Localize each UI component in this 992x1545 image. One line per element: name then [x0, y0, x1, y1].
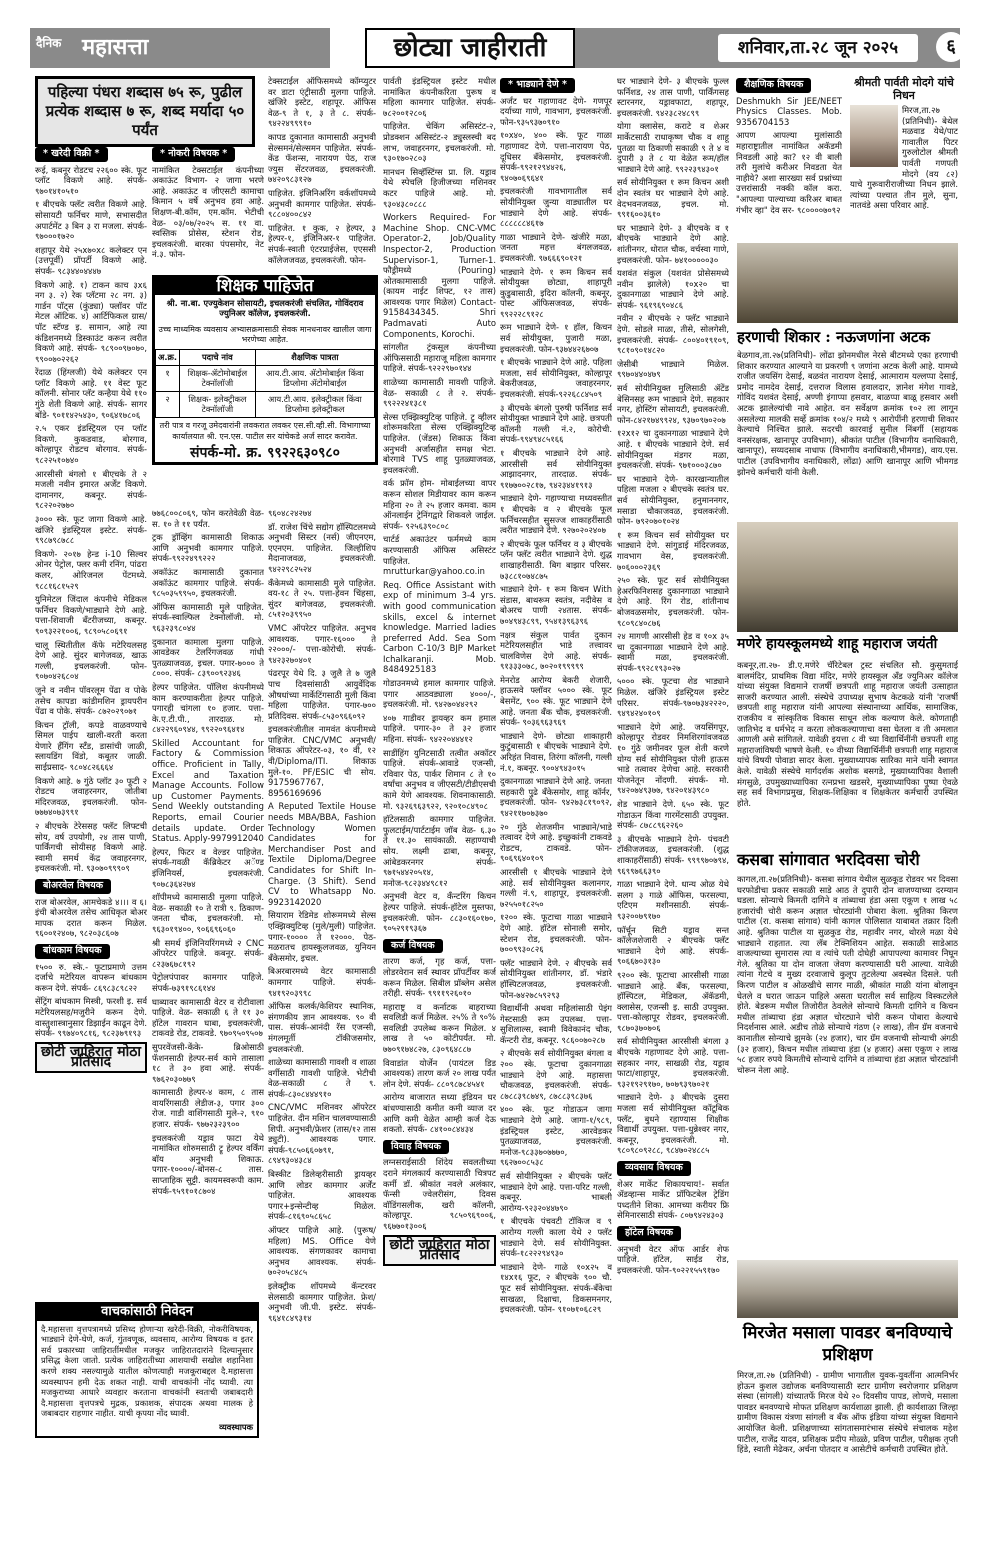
ad-item: युनिमेटल जिंदाल कंपनीचे मेडिकल फर्निचर विकणे/भाड्याने देणे आहे. पत्ता-शिवाजी बँटरीजच्या, कबनूर. ९०९३२२१००६, ९८९०५८०६९१	[35, 594, 147, 636]
ad-item: ३००० स्के. फूट जागा विकणे आहे. खंजिरे इंडस्ट्रियल इस्टेट. संपर्क- ९९८७९८७८८	[35, 514, 147, 546]
ad-item: इचलकरंजी गावभागातील सर्व सोयीनियुक्त जुन्या वाड्यातील घर भाड्याने देणे आहे. संपर्क- ८८८८८८४६१७	[500, 186, 612, 229]
ad-item: दुकानात कामाला मुलगा पाहिजे. आवडेकर टेलरिंगजवळ गांधी पुतळ्याजवळ, इचल. पगार-७००० ते ८०००. संपर्क- ८३९००९२३४६	[152, 636, 264, 679]
ad-item: इलेक्ट्रीक शॉपमध्ये कॅन्टरवर सेलसाठी कामगार पाहिजेत. फ्रेश/अनुभवी जी.पी. इस्टेट. संपर्क- ९६४१८४९३१४	[268, 1280, 376, 1323]
ad-item: Deshmukh Sir JEE/NEET Physics Classes. Mob. 9356704153	[736, 95, 842, 127]
ad-item: १ बीएचके पंचवटी टॉकिज व ९ आरोग्य गल्ली काला येथे २ फ्लॅट भाड्याने देणे. सर्व सोयीनियुक्त. संपर्क-१८२२२९४९३०	[500, 1216, 612, 1259]
ad-item: घाब्यावर कामासाठी वेटर व रोटीवाला पाहिजे. वेळ- सकाळी ६ ते ११ ३० हॉटेल गावरान घाबा, इचलकरंजी, टाकवडे रोड, टाकवडे. ९७०९५०९५०७	[152, 996, 264, 1039]
ad-item: ५००० स्के. फूटचा शेड भाड्याने मिळेल. खंजिरे इंडस्ट्रियल इस्टेट परिसर. संपर्क-९७०७३४२२२०, ९४९४२४०१०९	[617, 676, 729, 719]
ad-item: रेंदाळ (हिंग्लजी) येथे कलेक्टर एन प्लॉट विकणे आहे. ११ वेस्ट फूट कॉलनी. सोनार प्लॅट कन्हैया येथे ११० गुंठे शेती विकणे आहे. संपर्क- सागर बोंडे- ९०११४२५४३०, ९०६४१७८०६	[35, 367, 147, 420]
ad-item: टेक्सटाईल ऑफिसमध्ये कॉम्प्युटर वर डाटा एंट्रीसाठी मुलगा पाहिजे. खंजिरे इस्टेट, शहापूर. ऑफिस वेळ-९ ते १, ३ ते ८. संपर्क- ९४२२४९९९१०	[268, 76, 376, 129]
ad-item: गाळा भाड्याने देणे- खंजीरे मळा, जनता महत्त बंगलजवळ, इचलकरंजी. ९७६६६९०१२१	[500, 231, 612, 263]
ad-item: १५०० रु. स्के.- फूटाप्रमाणे उत्तम दर्जाचे मटेरियल वापरून बांधकाम करून देणे. संपर्क- ८६९८३८९८२२	[35, 961, 147, 993]
ad-item: विकणे- २०१७ हेन्ड i-10 सिल्वर ओनर पेट्रोल, फ्लर कमी रनिंग, पांढरा कलर, ओरिजनल पेंटमध्ये. ९८८१६८१५२९	[35, 548, 147, 591]
table-row	[156, 365, 375, 391]
ad-item: कापड दुकानात कामासाठी अनुभवी सेल्समनं/सेल्समन पाहिजेत. संपर्क-केंड फॅशन्स, नारायण पेठ, राज ज्युस सेंटरजवळ, इचलकरंजी. ७४२०९८३१२७	[268, 131, 376, 185]
obituary-photo	[850, 105, 898, 167]
teacher-ad-org: श्री. ना.बा. एज्युकेशन सोसायटी, इचलकरंजी संचलित, गोविंदराव ज्युनिअर कॉलेज, इचलकरंजी.	[166, 297, 364, 319]
ad-item: १ बीएचके भाड्याने देणे आहे. पहिला मजला, सर्व सोयीनियुक्त, कोल्हापूर बेकरीजवळ, जवाहरनगर, इचलकरंजी. संपर्क-९२२६८८४५०९	[500, 357, 612, 400]
masthead-title: महासत्ता	[82, 34, 149, 60]
ad-item: घर भाड्याने देणे- कारखान्यातील पहिला मजला २ बीएचके स्वतंत्र घर. सर्व सोयीनियुक्त, हनुमाननगर, मसाडा चौकाजवळ, इचलकरंजी. फोन- ७९२०७०१०२४	[617, 473, 729, 527]
ad-item: जेसीबी भाड्याने मिळेल. ९९७०४४०४७९	[617, 358, 729, 380]
ad-item: विवाडांत योर्जेन (पायंटल डिड आवश्यक) तारण कर्ज २० लाख पर्यंत लोन देणे. संपर्क- ८८०९८७८४५४१	[383, 1057, 496, 1089]
ad-item: श्री समर्थ इंजिनियरिंगमध्ये २ CNC ऑपरेटर पाहिजे. कबनूर. संपर्क- ८२३७६७८१९२	[152, 937, 264, 969]
category-karj: कर्ज विषयक	[383, 939, 443, 954]
ad-item: आपण आपल्या मुलांसाठी महाराष्ट्रातील नामांकित अकॅडमी निवडली आहे का? १२ वी बाली तरी मुलांचे करीअर निवडता येत नाहीये? अशा सारख्या सर्व प्रश्नांच्या उत्तरांसाठी नक्की कॉल करा. "आपल्या पाल्याच्या करिअर बाबत गंभीर व्हा" देव सर- ९८००००७०९२	[736, 130, 842, 215]
ad-item: शॉपीमध्ये कामासाठी मुलगा पाहिजे. वेळ- सकाळी १० ते रात्री ९. ठिकाण-जनता चौक, इचलकरंजी. मो. ९६३०१९४००, ९०६६९६०६०	[152, 892, 264, 934]
category-shaikshanik: शैक्षणिक विषयक	[736, 78, 811, 93]
photo-arrested-men	[737, 243, 958, 323]
ad-item: १२०० स्के. फूटाचा गाळा भाड्याने देणे आहे. हॉटेल सोनाली समोर, स्टेशन रोड, इचलकरंजी. फोन- ७००९९३०८२६	[500, 912, 612, 955]
ad-item: पाहिजेत. चेकिंग असिस्टंट-२, प्रोडक्शन असिस्टंट-२ ड्युस्लस्ची बद लाभ, जवाहरनगर, इचलकरंजी. मो. ९३०१७०२८०३	[383, 121, 496, 164]
ad-item: भाड्याने देणे- गाळे १०x२५ व १४x१६ फूट, २ बीएचके ९०० चौ. फूट सर्व सोयीनियुक्त. संपर्क-बँकेचा साखळा, दिक्षाचा, डिकसमनगर, इचलकरंजी. फोन- ९१०७१०६८२९	[500, 1261, 612, 1315]
column-2-bottom	[152, 508, 264, 1298]
news-body	[737, 1370, 958, 1540]
table-cell: २	[156, 391, 180, 417]
ad-item: विकणे आहे. १) टाकन काच ३x६ नग ३. २) रेक प्लॅटमा २८ नग. ३) गार्डन पॉट्स (कुंड्या) फ्लॉवर पॉट मेटल ऑटिक. ४) आर्टिफिकल ग्रास/पॉट स्टॅण्ड इ. सामान, आहे त्या कंडिशनमध्ये डिस्काउंट करून त्वरीत विकणे आहे. संपर्क- ९८९००९७०७०, ९९००७०२२६२	[35, 279, 147, 364]
ad-item: २० गुंठे शेतजमीन भाड्याने/भाडे तत्वावर देणे आहे. इच्छुकांनी टाकवडे रोडटच, टाकवडे. फोन- ९०६९६४०१०९	[500, 821, 612, 864]
ad-item: ४०० स्के. फूट गोडाऊन जागा भाड्याने देणे आहे. जागा-१/९८९, इंडस्ट्रियल इस्टेट, आरवेडकर पुतळ्याजवळ, इचलकरंजी. मनोज-९८३३७०७७७०, ९६२७००८५३८	[500, 1104, 612, 1168]
ad-item: पार्वती इंडस्ट्रियल इस्टेट मधील नामांकित कंपनीकरिता पुरूष व महिला कामगार पाहिजेत. संपर्क- ७८२००१२८०६	[383, 76, 496, 118]
table-cell: १	[156, 365, 180, 391]
table-cell: आय.टी.आय. इलेक्ट्रीकल किंवा डिप्लोमा इलेक्ट्रीकल	[255, 391, 374, 417]
column-2-top	[152, 145, 264, 273]
teacher-ad-footer: तरी पात्र व गरजू उमेदवारांनी लवकरात लवकर एस.सी.व्ही.सी. विभागाच्या कार्यालयात श्री. एन.एस. पाटील सर यांचेकडे अर्ज सादर करावेत.	[159, 420, 371, 441]
ad-item: बिस्कीट डिलेव्हरीसाठी ड्रायव्हर आणि लोडर कामगार अर्जेंट पाहिजेत. आवश्यक पगार+इन्सेन्टीव्ह मिळेल. संपर्क-८१६९०५८६५८	[268, 1169, 376, 1222]
column-3-top	[268, 76, 376, 273]
ad-item: Req. Office Assistant with exp of minimum 3-4 yrs. with good communication skills, excel & internet knowledge. Married ladies preferred Add. Sea Som Carbon C-10/3 BJP Market Ichalkaranji. Mob. 8484925183	[383, 579, 496, 675]
ad-item: अनुभवी वेटर व, कँन्टरिंग किचन हेल्पर पाहिजे. संपर्क-हॉटेल मुस्तफा, इचलकरंजी. फोन- ८८३०१६०१७०, ९०५२९१९३६७	[383, 891, 496, 934]
ad-item: रूम भाड्याने देणे- १ हॉल, किचन सर्व सोयीयुक्त, पुजारी मळा, इचलकरंजी. फोन-९३७४४२६७०७	[500, 322, 612, 354]
ad-item: ऑफ्टर पाहिजे आहे. (पुरूष/महिला) MS. Office येणे आवश्यक. संगणकावर कामाचा अनुभव आवश्यक. संपर्क- ७०२०५८४८५	[268, 1225, 376, 1278]
ad-item: कँकेमध्ये कामासाठी मुले पाहिजेत. वय-१८ ते २५. पत्ता-हेवन चिंहसा, सुंदर बागेजवळ, इचलकरंजी. ८५१२०३९९५०	[268, 577, 376, 620]
page-header	[30, 28, 960, 68]
ad-item: चार्टर्ड अकाउंटर फर्ममध्ये काम करण्यासाठी ऑफिस असिस्टंट पाहिजेत. mrutturkar@yahoo.co.in	[383, 534, 496, 577]
ad-item: २ बीएचके सर्व सोयीनियुक्त बंगला व २०० स्के. फूटाचा दुकानगाळा भाड्याने देणे आहे. महासत्ता चौकजवळ, इचलकरंजी. संपर्क- ८७८८३९८७४९, ८७८८३९८३७६	[500, 1048, 612, 1101]
ad-item: शहापूर येथे २५x७०x८ कलेक्टर एन (उत्तपूर्वी) प्रॉपर्टी विकणे आहे. संपर्क- ९८३४४०४४४७	[35, 244, 147, 276]
promo-box: छोटी जाहिरात मोठा प्रतिसाद	[35, 1042, 147, 1073]
ad-item: पंढरपूर येथे दि. ३ जुलै ते ७ जुलै पाच दिवसांसाठी आयुर्वेदिक औषधांच्या मार्केटिंगसाठी मुली किंवा महिला पाहिजेत. पगार-७०० प्रतिदिवस. संपर्क-८५३०९६६०९२	[268, 668, 376, 721]
ad-item: अर्जंट घर गहाणावट देणे- गणपूर दर्याच्या गाणे, गावभाग, इचलकरंजी. फोन-९३५९३७०९१०	[500, 95, 612, 127]
readers-notice-sign: व्यवस्थापक	[219, 1421, 253, 1432]
ad-item: कामासाठी हेल्पर-४ काम, ८ तास वायरिंगसाठी लेडीज-३, पगार ३०० रोज. गाडी वाशिंगसाठी मुले-२, ९१० हजार. संपर्क- ९७७२३२३९००	[152, 1087, 264, 1130]
table-header: पदाचे नांव	[180, 349, 256, 365]
ad-item: सेल्स एक्झिक्युटिव्ह पाहिजे. ट्रू व्हीलर शोरूमकरिता सेल्स एक्झिक्युटिव्ह पाहिजेत. (जेंडस) शिकाऊ किंवा अनुभवी अर्जासहीत समक्ष भेटा. बोरगावे TVS शाहू पुतळ्याजवळ, इचलकरंजी.	[383, 411, 496, 475]
table-row	[156, 391, 375, 417]
ad-item: नक्षत्र संकुल पार्वत दुकान मटेरियलसहीत भाडे तत्त्वावर चालविणेस देणे आहे. संपर्क- ९१३३३०७८, ७०२०१९९९९९	[500, 629, 612, 672]
ad-item: २.५ एकर इंडस्ट्रियल एन प्लॉट विकणे. कुकडवाड, बोरगाव, कोल्हापूर रोडटच बोरगाव. संपर्क- ९८२२५१०७४०	[35, 423, 147, 466]
ad-item: पेट्रोलपंपावर कामगार पाहिजे. संपर्क-७३९१९८६१४४	[152, 972, 264, 993]
ad-item: घर भाड्याने देणे- ३ बीएचके फुल्ल फर्निशड, २४ तास पाणी, पार्किंगसह स्टारनगर, यड्रावफाटा, शहापूर, इचलकरंजी. ९४२३८२४८९९	[617, 76, 729, 118]
table-header: अ.क्र.	[156, 349, 180, 365]
ad-item: डॉ. राजेश चिंचे सद्योग हॉस्पिटलमध्ये अनुभवी सिस्टर (नर्स) जीएनएम, एएनएम. पाहिजेत. जिल्हीशिप मैदानाजवळ, इचलकरंजी. ९४२२९८२५२४	[268, 521, 376, 574]
news-headline: मणेरे हायस्कूलमध्ये शाहू महाराज जयंती	[737, 636, 938, 652]
ad-item: पाहिजेत. १ कुक, २ हेल्पर, ३ हेल्पर-१, इंजिनिअर-१ पाहिजेत. संपर्क-स्वाती एंटरप्राईजेस, एएससी कॉलेजजवळ, इचलकरंजी. फोन-	[268, 222, 376, 265]
teacher-ad-title: शिक्षक पाहिजेत	[155, 278, 375, 295]
news-text: कबनूर,ता.२७- डी.ए.मणेरे चॅरिटेबल ट्रस्ट संचलित सौ. कुसुमताई बालमंदिर, प्राथमिक विद्या मंदिर, मणेरे हायस्कूल अँड ज्युनिअर कॉलेज यांच्या संयुक्त विद्यमाने राजर्षी छत्रपती शाहू महाराज जयंती उत्साहात साजरी करण्यात आली. संस्थेचे उपाध्यक्ष सुभाष केटकळे यांनी 'राजर्षी छत्रपती शाहू महाराज यांनी आपल्या संस्थानाच्या आर्थिक, सामाजिक, राजकीय व सांस्कृतिक विकास साधून लोक कल्याण केले. कोणताही जातिभेद व धर्मभेद न करता लोककल्याणाचा वसा घेतला व ती अमलात आणली असे सांगितले. यावेळी इयत्ता ८ वी च्या विद्यार्थिनींनी छत्रपती शाहू महाराजांविषयी भाषणे केली. १० वीच्या विद्यार्थिनींनी छत्रपती शाहू महाराज यांचे विषयी पोवाडा सादर केला. मुख्याध्यापक सारिका माने यांनी स्वागत केले. यावेळी संस्थेचे मार्गदर्शक अशोक बसगडे, मुख्याध्यापिका वैशाली मंगसुळे, उपमुख्याध्यापिका रत्नप्रभा खडसरे, मुख्याध्यापिका पुष्पा ऐवळे सह सर्व विभागप्रमुख, शिक्षक-शिक्षिका व शिक्षकेतर कर्मचारी उपस्थित होते.	[737, 660, 958, 808]
masthead	[30, 28, 330, 68]
ad-item: सर्व सोयीनियुक्त आरसीसी बंगला ३ बीएचके गहाणावट देणे आहे. पत्ता-सहकार नगर, साखळी रोड, यड्राव फाटा/शाहापूर, इचलकरंजी. ९३२१९२९१७०, ७०७९३९७०२१	[617, 1036, 729, 1089]
ad-item: २४ मागणी आरसीसी हेड व १०x ३५ चा दुकानगाळा भाड्याने देणे आहे. स्वामी मळा, इचलकरंजी. संपर्क-९९२८१९३०२७	[617, 631, 729, 673]
ad-item: हेल्पर, फिटर व वेल्डर पाहिजेत. संपर्क-गवळी कॅब्रिकेटर अॅण्ड इंजिनियर्स, इचलकरंजी. ९०७८३६४२७४	[152, 846, 264, 889]
ad-item: ७७६८००८०६९, फोन करतेवेळी वेळ- स. १० ते ११ पर्यंत.	[152, 508, 264, 529]
readers-notice-text: दै.महासत्ता वृत्तपत्रामध्ये प्रसिध्द होणाऱ्या खरेदी-विक्री, नोकरीविषयक, भाड्याने देणे-घेणे, कर्ज, गुंतवणूक, व्यवसाय, आरोग्य विषयक व इतर सर्व प्रकारच्या जाहिरातींमधील मजकूर जाहिरातदारांने दिल्यानुसार प्रसिद्ध केला जातो. प्रत्येक जाहिरातीच्या आशयाची सखोल शहानिशा करणे शक्य नसल्यामुळे यातील कोणत्याही मजकूराबद्दल दै.महासत्ता व्यवस्थापन हमी देऊ शकत नाही. याची वाचकांनी नोंद घ्यावी. त्या मजकुराच्या आधारे व्यवहार करताना वाचकांनी स्वतःची जबाबदारी दै.महासत्ता वृत्तपत्रचे मुद्रक, प्रकाशक, संपादक अथवा मालक हे जबाबदार राहणार नाहीत. याची कृपया नोंद घ्यावी.	[41, 1323, 253, 1419]
ad-item: अनुभवी वेटर ऑफ आर्डर शेफ पाहिजे. हॉटेल, साईड रोड, इचलकरंजी. फोन-९०२२१५५९१७०	[617, 1243, 729, 1275]
ad-item: विकणे आहे. ७ गुंठे प्लॉट ३० फूटी २ रोडटच जवाहरनगर, जोतीबा मंदिरजवळ, इचलकरंजी. फोन- ७७७४०७३९९१	[35, 775, 147, 818]
ad-item: शाळेच्या कामासाठी गावशी व शाळा वर्गीसाठी गावशी पाहिजे. भेटीची वेळ-सकाळी ८ ते ९. संपर्क-८३०८४४४९१०	[268, 1057, 376, 1099]
ad-item: अकॉऊंट कामासाठी दुकानात अकॉऊंट कामगार पाहिजे. संपर्क- ९८५०३५९९५०, इचलकरंजी.	[152, 566, 264, 599]
ad-item: भाड्याने देणे आहे. जयसिंगपूर, कोल्हापूर रोडवर निमशिरगांवजवळ १० गुंठे जमीनवर फूल शेती करणे योग्य सर्व सोयीनियुक्त पोली हाऊस भाडे तत्वावर देणेचा आहे. सरकारी योजनेतून नोंदणी. संपर्क- मो. ९४२०७४९३७७, ९४२०१४३९८०	[617, 721, 729, 796]
ad-item: दुकानगाळा भाड्याने देणे आहे. जनता सहकारी पुढे बँकेसमोर, शाहू कॉर्नर, इचलकरंजी. फोन- ९४२७३८१९०९२, ९४२११७०७३७०	[500, 776, 612, 818]
category-bandhkam: बांधकाम विषयक	[35, 944, 110, 959]
ad-item: ऑफिस कामासाठी मुले पाहिजेत. संपर्क-स्वाल्फिल टेक्नोलॉजी. मो. ९६३२३९८०४४	[152, 601, 264, 633]
ad-item: गाळा भाड्याने देणे. धान्य ओळ येथे सलग ३ गाळे ऑफिस, फरसल्या, एटिएम मशीनसाठी. संपर्क- ९३२००७९१७०	[617, 879, 729, 921]
ad-item: २ बीएचके फूल फर्निचर व ३ बीएचके प्लॅन फ्लॅट त्वरीत भाड्याने देणे. शुद्ध शाखाहरीसाठी. बिग बाझार परिसर. ७३८८१०७४८७५	[500, 538, 612, 581]
column-7	[736, 76, 842, 236]
section-title: छोट्या जाहीराती	[365, 28, 575, 68]
ad-item: ३ बीएचके बंगलो पुरुषी फर्निशड सर्व सोयीयुक्त भाड्याने देणे आहे. छत्रपती कॉलनी गल्ली नं.२, कोरोची. संपर्क-९९४९४८५१६६	[500, 402, 612, 445]
column-6	[617, 76, 729, 1541]
ad-item: किचन ट्रॉली, कपडे वाळवण्याचे सिमल पाईप खाली-वरती करता येणारे हँगिंग स्टॅंड, डासांची जाळी, स्लायडिंग विंडो, कबूतर जाळी. साईप्रसाद- ९८०४८२६६६४	[35, 719, 147, 773]
page-number: ६	[936, 32, 966, 62]
ad-item: VMC ऑपरेटर पाहिजेत. अनुभव आवश्यक. पगार-१६००० ते २२०००/- पत्ता-कोरोची. संपर्क- ९४२३२७०४०१	[268, 622, 376, 665]
ad-item: जुने व नवीन पॉवरलूम पेंढा व पोके तसेच कापडा कांडीमशिन ड्रायपरीन पेंढा व पोके. संपर्क- ८७२०२९०७१	[35, 684, 147, 717]
ad-item: आरसीसी १ बीएचके भाड्याने देणे आहे. सर्व सोयीनियुक्त कलानगर, गल्ली नं.९, शाहापूर, इचलकरंजी. ७२५५०१८२५०	[500, 866, 612, 909]
ad-item: तारण कर्ज, गृह कर्ज, पत्ता-लोडरवेरान सर्व स्थावर प्रॉपर्टीवर कर्ज करून मिळेल. सिबील प्रॉब्लेम असेल तरीही. संपर्क- ९९११९२६०१०	[383, 956, 496, 999]
ad-item: २५० स्के. फूट सर्व सोयीनियुक्त हेअरफिनिशसह दुकानगाळा भाड्याने देणे आहे. रिंग रोड, शांतीनाथ बोजवळसमोर, इचलकरंजी. फोन- ९८०९८४०८७६	[617, 575, 729, 628]
masthead-dainik: दैनिक	[36, 36, 62, 50]
ad-item: सुपरवेंजसी-केंके- ब्रिओसाठी फॅशनसाठी हेल्पर-सर्व कामे तासाला १८ ते ३० हवा आहे. संपर्क- ९७६२०३०७७९	[152, 1041, 264, 1084]
teacher-ad-table	[155, 349, 375, 418]
ad-item: आरोग्य बाजारात सध्या इंडियन घर बांधण्यासाठी कमीत कमी व्याज दर आणि कमी वेळेत आम्ही कर्ज देऊ शकतो. संपर्क- ८४१००८४४३४	[383, 1092, 496, 1135]
ad-item: १०x४०, ४०० स्के. फूट गाळा गहाणावट देणे. पत्ता-नारायण पेठ, दूधिसर बँकेसमोर, इचलकरंजी. संपर्क-९९२१२९४४२६, ९४०७०६९६४१	[500, 130, 612, 183]
news-headline: हरणाची शिकार : नऊजणांना अटक	[737, 328, 931, 346]
ad-item: नामांकित टेक्सटाईल कंपनीच्या अकाऊंट विभाग- २ जागा भरणे आहे. अकाऊंट व जीएसटी कामाचा किमान ५ वर्षे अनुभव हवा आहे. शिक्षण-बी.कॉम, एम.कॉम. भेटीची वेळ- ०३/०७/२०२५ स. ११ वा. स्वस्तिक प्रोसेस, स्टेशन रोड, इचलकरंजी. बारका पंपसमोर, नेट नं.३. फोन-	[152, 164, 264, 260]
ad-item: ३ बीएचके भाड्याने देणे- पंचवटी टॉकीजजवळ, इचलकरंजी. (शुद्ध शाकाहरींसाठी) संपर्क- ९९९९७०७९४, ९६९९७६६३९०	[617, 833, 729, 876]
ad-item: मेनरोड आरोग्य बेकरी शेजारी, हाऊसवे फ्लॉवर ५००० स्के. फूट बेसमेंट, ९०० स्के. फूट भाड्याने देणे आहे. जनता बँक चौक, इचलकरंजी. संपर्क- ९०३६९६३९६९	[500, 674, 612, 728]
teacher-ad-note: उच्च माध्यमिक व्यवसाय अभ्यासक्रमासाठी सेवक मानधनावर खालील जागा भरणेच्या आहेत.	[158, 324, 372, 345]
ad-item: सियाराम रेडिमेड शोरूममध्ये सेल्स एक्झिक्युटिव्ह (मुले/मुली) पाहिजेत. पगार-१०००० ते १२०००. पेठ-मळरातच हायस्कूलजवळ, युनियन बँकेसमोर, इचल.	[268, 910, 376, 963]
ad-item: ४०७ गाडीवर ड्रायव्हर कम हमाल पाहिजे. पगार-३० ते ३२ हजार महिना. संपर्क- ९४२२०४४४१२	[383, 712, 496, 745]
obituary	[850, 76, 958, 236]
column-3-bottom	[268, 508, 376, 1538]
ad-item: लग्नसराईसाठी शिंदेय सवलतीच्या दराने मंगलकार्य करण्यासाठी चित्रपट कर्मी डॉ. श्रीकांत नवले अलंकार, फॅन्सी ज्वेलरीसंग, दिवस वॉडिंगसलीक, खरी कॉलनी, कोल्हापूर. ९८५०९६९००६, ९६७७०१३००६	[383, 1157, 496, 1231]
ad-item: A Reputed Textile House needs MBA/BBA, Fashion Technology Women Candidates for Merchandiser Post and Textile Diploma/Degree Candidates for Shift In-Charge. (3 Shift). Send CV to Whatsapp No. 9923142020	[268, 801, 376, 907]
ad-item: घर भाड्याने देणे- ३ बीएचके व १ बीएचके भाड्याने देणे आहे. शांतीनगर, धोरात चौक, वर्चस्वा गाणे, इचलकरंजी. फोन- ७४१०००००३०	[617, 222, 729, 265]
column-5	[500, 76, 612, 1541]
issue-date: शनिवार,ता.२८ जून २०२५	[718, 34, 918, 62]
ad-item: १ बीएचके भाड्याने देणे आहे. आरसीसी सर्व सोयीनियुक्त आझादनगर, तारदाळ. संपर्क- ९१७७००२८१७, ९४२३४४१९१३	[500, 448, 612, 490]
ad-item: शाळेच्या कामासाठी मावशी पाहिजे. वेळ- सकाळी ८ ते २. संपर्क- ९९२२२४१३८१	[383, 377, 496, 409]
news-text: बेळगाव,ता.२७(प्रतिनिधी)- लोंढा झोनमधील नेरसे बीटमध्ये एका हरणाची शिकार करण्यात आल्याने या प्रकरणी ९ जणांना अटक केली आहे. यामध्ये राजीत जयसिंग देसाई, बळवंत नारायण देसाई, आत्माराम यल्लप्पा देसाई, प्रमोद नामदेव देसाई, दत्तराज विलास हवालदार, ज्ञानेश मंगेश गावडे, गोविंद यशवंत देसाई, अण्णी इंगाप्पा हसवार, बाळप्पा बाळू हसवार अशी अटक झालेल्यांची नावे आहेत. वन सर्वेक्षण क्रमांक १०२ ला लागून असलेल्या मालकी सर्व्हे क्रमांक १०४/२ मध्ये ९ आरोपींनी हरणाची शिकार केल्याचे निश्चित झाले. सदरची कारवाई सुनील निंबर्गी (सहायक वनसंरक्षक, खानापूर उपविभाग), श्रीकांत पाटील (विभागीय वनाधिकारी, खानापूर), सय्यदसाब नाधाफ (विभागीय वनाधिकारी,भीमगड), वाय.एस. पाटील (उपविभागीय वनाधिकारी, लोंढा) आणि खानापूर आणि भीमगड झोनचे कर्मचारी यांनी केली.	[737, 350, 958, 477]
news-body	[737, 350, 958, 520]
ad-item: भाड्याने देणे- १ रूम किचन With संडास, बाथरूम स्वतंत्र, नदीवेस व बोअरच पाणी २४तास. संपर्क- ७०४९४३८९९, ९५४१३९६३९६	[500, 584, 612, 626]
ad-item: शेअर मार्केट शिकायचाय!- सर्वात ॲडव्हान्स मार्केट प्रॉफिटबेल ट्रेडिंग पध्दतीने शिका. आमच्या करीयर फ्रि सेमिनारसाठी संपर्क- ८०७९४२४३०३	[617, 1178, 729, 1221]
table-header: शैक्षणिक पात्रता	[255, 349, 374, 365]
ad-item: Skilled Accountant for Factory & Commission office. Proficient in Tally, Excel and Taxation Manage Accounts. Follow up Customer Payments. Send Weekly outstanding Reports, email Courier details update. Order Status. Apply-9979912040	[152, 737, 264, 844]
ad-item: भाड्याने देणे- छोट्या शाकाहारी कुटुंबासाठी १ बीएचके भाड्याने देणे. अरिहंत निवास, तिरंगा कॉलनी, गल्ली नं.१, कबनूर. ९००४९४३०१५	[500, 730, 612, 773]
ad-item: रूई, कबनूर रोडटच २२६०० स्के. फूट प्लॉट विकणे आहे. संपर्क- ९७०१४१०५१०	[35, 164, 147, 196]
photo-school-event	[737, 522, 958, 632]
ad-item: सांगलीत ट्रंकसूल कंपनीच्या ऑफिससाठी महाराजू महिला कामगार पाहिजे. संपर्क-९२२२९७०१४४	[383, 342, 496, 374]
ad-item: १ बीएचके फ्लॅट त्वरीत विकणे आहे. सोसायटी फर्निचर माणे, सभासदीत अपार्टमेंट ३ बिन ३ रा मजला. संपर्क- ९७०००१७२०	[35, 199, 147, 242]
ad-item: भाड्याने देणे- गहाण्याचा मध्यवस्तीत १ बीएचके व २ बीएचके फूल फर्निचरसहीत सुसज्ज शाकाहरींसाठी त्वरीत भाड्याने देणे. ९२७०२०२४०७	[500, 493, 612, 536]
ad-item: ९२०० स्के. फूटाचा आरसीसी गाळा भाड्याने आहे. बँक, फरसल्या, हॉस्पिटल, मेडिकल, ॲकॅडमी, क्लासेस, एजन्सी इ. साठी उपयुक्त. पत्ता-कोल्हापूर रोडवर, इचलकरंजी. ९८७०३७०७०६	[617, 969, 729, 1033]
ad-item: आरसीसी बंगलो १ बीएचके ते २ मजली नवीन इमारत अर्जेंट विकणे. दामानगर, कबनूर. संपर्क- ९८२२०२७७०	[35, 468, 147, 511]
ad-item: २ बीएचके टेरेससह फ्लॅट लिफ्टची सोय, वर्ष उपयोगी, २४ तास पाणी, पार्किंगची सोयीसह विकणे आहे. स्वामी समर्थ केंद्र जवाहरनगर, इचलकरंजी. मो. ९३०७०९९९०९	[35, 821, 147, 874]
ad-item: १२x१२ चा दुकानगाळा भाड्याने देणे आहे. १ बीएचके भाड्याने देणे. सर्व सोयीनियुक्त मंडगर मळा, इचलकरंजी. संपर्क- ९७१०००३८७०	[617, 428, 729, 471]
teacher-wanted-ad	[152, 275, 378, 465]
news-headline: मिरजेत मसाला पावडर बनविण्याचे प्रशिक्षण	[742, 1323, 953, 1365]
category-borewell: बोअरवेल विषयक	[35, 879, 111, 894]
ad-item: शेड भाड्याने देणे. ६५० स्के. फूट गोडाऊन किंवा गारमेंटसाठी उपयुक्त. संपर्क- ८७८८९६२२६०	[617, 799, 729, 831]
ad-item: CNC/VMC मशिनवर ऑपरेटर पाहिजेत. दीन मशिन चालवण्यासाठी शिपी. अनुभवी/फ्रेशर (तास/१२ तास ड्युटी). आवश्यक पगार. संपर्क-९८५०६६०७९१, ८९४९३०४३८४	[268, 1102, 376, 1166]
ad-item: नवीन २ बीएचके २ फ्लॅट भाड्याने देणे. सोडले माळा, तीसे, सोलगेसी, इचलकरंजी. संपर्क- ८००४०१९१०९, ९८१०९०१४८२०	[617, 313, 729, 356]
ad-item: ट्रक ड्रॉव्हिंग कामासाठी शिकाऊ आणि अनुभवी कामगार पाहिजे. संपर्क-९९२२४९९२२२	[152, 532, 264, 564]
ad-item: महाराष्ट्र व कर्नाटक बाहराच्या सवलिडी कर्ज मिळेल. २५% ते ९०% सवलिडी उपलेब्ध करून मिळेल. ४ लाख ते ५० कोटीपर्यंत. मो. ७७०९१७४८२७, ८३०९६४८८७	[383, 1001, 496, 1055]
ad-item: भाड्याने देणे- १ रूम किचन सर्व सोयीयुक्त छोट्या, शाहापूरी कुडुबासाठी, इदिरा कॉलनी, कबनूर, पोस्ट ऑफिसजवळ, संपर्क- ९९२२२८९१२८	[500, 266, 612, 319]
ad-item: गोडाउनमध्ये हमाल कामगार पाहिजे. पगार आठवड्याला ४०००/-, इचलकरंजी. मो. ९४२७०४४२९२	[383, 678, 496, 710]
ad-item: सर्व सोयीनियुक्त २ बीएचके फ्लॅट भाड्याने देणे आहे. पत्ता-परिट गल्ली, कबनूर. भाबली आरोग्य-९२३२०४४७९०	[500, 1171, 612, 1213]
ad-item: सेंट्रिंग बांधकाम मिस्त्री, फरशी इ. सर्व मटेरियलसह/मजुरीने करून देणे. वास्तुशास्त्रानुसार डिझाईन काढून देणे. संपर्क- ९९७४०९८१६, ९८२३७९१९३	[35, 996, 147, 1039]
ad-item: राज बोअरवेल, आमचेकडे ४।।। व ६। इंची बोअरवेल तसेच आधिकृत बोअर मापक दरात करून मिळेल. ९६००१२४०७, ९८२०३८६०७	[35, 896, 147, 939]
column-1	[35, 145, 147, 1295]
news-headline: कसबा सांगावात भरदिवसा चोरी	[737, 850, 920, 869]
news-text: कागल,ता.२७(प्रतिनिधी)- कसबा सांगाव येथील सुळकूड रोडवर भर दिवसा घरफोडीचा प्रकार सकाळी साडे आठ ते दुपारी दोन वाजण्याच्या दरम्यान घडला. सोन्याचे किमती दागिने व तांब्याचा हंडा असा एकूण १ लाख ५८ हजारांची चोरी करून अज्ञात चोरट्यांनी पोबारा केला. श्रुतिका किरण पाटील (रा. कसबा सांगाव) यांनी कागल पोलिसात याबाबत तक्रार दिली आहे. श्रुतिका पाटील या सुळकुड रोड, महावीर नगर, थोरले मळा येथे भाड्याने राहतात. त्या लॅब टेक्निशियन आहेत. सकाळी साडेआठ वाजल्याच्या सुमारास त्या व त्यांचे पती दोघेही आपापल्या कामावर निघून गेले. श्रुतिका या दोन वाजता जेवण करण्यासाठी घरी आल्या. यावेळी त्यांना गेटचे व मुख्य दरवाजाचे कुलूप तुटलेल्या अवस्थेत दिसले. पती किरण पाटील व ओळखीचे सागर माळी, श्रीकांत माळी यांना बोलावून घेतले व घरात जाऊन पाहिले असता घरातील सर्व साहित्य विस्कटलेले होते. बेडरूम मधील तिजोरीत ठेवलेले सोन्याचे किमती दागिने व किचन मधील तांब्याचा हंडा अज्ञात चोरट्याने चोरी करून पोबारा केल्याचे निदर्शनास आले. अडीच तोळे सोन्याचे गंठण (२ लाख), तीन ग्रॅम वजनाचे कानातील सोन्याचे झुमके (२४ हजार), चार ग्रॅम वजनाची सोन्याची अंगठी (३२ हजार), किचन मधील तांब्याचा हंडा (४ हजार) असा एकूण २ लाख ५८ हजार रुपये किमतीचे सोन्याचे दागिने व तांब्याचा हंडा अज्ञात चोरट्यांनी चोरून नेला आहे.	[737, 874, 958, 1075]
photo-training-group	[737, 1260, 958, 1318]
ad-item: बिअरबारमध्ये वेटर कामासाठी कामगार पाहिजे. संपर्क- ९४१९२०३९९८	[268, 966, 376, 998]
category-vivah: विवाह विषयक	[383, 1140, 449, 1155]
column-4	[383, 76, 496, 1541]
ad-item: सर्व सोयीनियुक्त १ रूम किचन अशी दोन स्वतंत्र घर भाड्याने देणे आहे. वेदभवनजवळ, इचल. मो. ९९१६००३६१०	[617, 177, 729, 220]
ad-item: १ रूम किचन सर्व सोयीयुक्त घर भाड्याने देणे. सांगुडाई मंदिरजवळ, गावभाग वेस, इचलकरंजी. ७०६०००२३६९	[617, 529, 729, 572]
ad-item: ऑफिस कलर्क/केशियर स्थानिक, संगणकीय ज्ञान आवश्यक. ९० वी पास. संपर्क-आनंदी रॅस एजन्सी, मंगलमूर्ती टॉकीजसमोर, इचलकरंजी.	[268, 1001, 376, 1054]
news-body	[737, 660, 958, 845]
ad-item: इचलकरंजीतील नामवंत कंपनीमध्ये पाहिजेत. CNC/VMC अनुभवी/शिकाऊ ऑपरेटर-०३, १० वी, १२ वी/Diploma/ITI. शिकाऊ मुले-१०. PF/ESIC ची सोय. 9175967767, 8956169696	[268, 724, 376, 798]
ad-item: पाहिजेत. इंजिनिअरिंग वर्कशॉपमध्ये अनुभवी कामगार पाहिजेत. संपर्क- ९८८०४००८४२	[268, 187, 376, 220]
ad-item: योगा क्लासेस, कराटे व शेअर मार्केटसाठी राधाकृष्ण चौक व शाहू पुतळा या ठिकाणी सकाळी ९ ते ४ व दुपारी ३ ते ८ या वेळेत रूम/हॉल भाड्याने देणे आहे. ९९२२३९४३०१	[617, 121, 729, 174]
obituary-title: श्रीमती पार्वती मोदगे यांचे निधन	[854, 76, 954, 102]
promo-box: छोटी जाहिरात मोठा प्रतिसाद	[383, 1235, 496, 1266]
ad-item: इचलकरंजी यड्राव फाटा येथे नामांकित शोरुमसाठी ट्रू हेल्पर वर्किंग बॉय अनुभवी शिकाऊ. पगार-१००००/-बोनस-८ तास. साप्ताहिक सुट्टी. कायमस्वरूपी काम. संपर्क-९५९१०१८७०४	[152, 1132, 264, 1196]
ad-item: भाड्याने देणे- ३ बीएचके दुसरा मजला सर्व सोयीनियुक्त कॉटूबिक फ्लॅट, बुधने रहाण्यास शिक्षीक विद्यार्थी उपयुक्त. पत्ता-धुन्नेश्वर नगर, कबनूर, इचलकरंजी. मो. ९८०९८०९२८८, ९८४७०२४८८५	[617, 1092, 729, 1156]
ad-item: ९६०४८२४२७४	[268, 508, 312, 518]
readers-notice-title: वाचकांसाठी निवेदन	[37, 1304, 257, 1321]
category-naukri: * नोकरी विषयक *	[152, 147, 235, 162]
readers-notice	[35, 1302, 259, 1438]
ad-item: वर्क फ्रॉम होम- मोबाईलच्या वापर करून सोशल मिडीयावर काम करून महिना २० ते २५ हजार कमवा. काम ऑनलाईन ट्रेनिंगद्वारे शिकवले जाईल. संपर्क- ९२५६३९०८०८	[383, 478, 496, 531]
category-kharedi-vikri: * खरेदी विक्री *	[35, 147, 108, 162]
table-cell: आय.टी.आय. ॲटोमोबाईल किंवा डिप्लोमा ॲटोमोबाईल	[255, 365, 374, 391]
obituary-text: मिरज,ता.२७ (प्रतिनिधी)- बेथेल मळवाड येथे/पाट गावातील पिटर गुरुलोटोल श्रीमती पार्वती गणपती मोदगे (वय ८२) याचे गुरूवारीराजीच्या निधन झाले. त्यांच्या पश्चात तीन मुले, सुना, नातवंडे असा परिवार आहे.	[850, 105, 958, 211]
table-cell: शिक्षक-ॲटोमोबाईल टेक्नॉलॉजी	[180, 365, 256, 391]
news-text: मिरज,ता.२७ (प्रतिनिधी) - ग्रामीण भागातील युवक-युवतींना आत्मनिर्भर होऊन कुशल उद्योजक बनविण्यासाठी स्टार ग्रामीण स्वरोजगार प्रशिक्षण संस्था (सांगली) यांच्यातर्फे मिरज येथे २० दिवसीय पापड, लोणचे, मसाला पावडर बनवण्याचे मोफत प्रशिक्षण कार्यशाळा झाली. ही कार्यशाळा जिल्हा ग्रामीण विकास यंत्रणा सांगली व बँक ऑफ इंडिया यांच्या संयुक्त विद्यमाने आयोजित केली. प्रशिक्षणाच्या सांगतासमारंभास संस्थेचे संचालक महेश पाटील, राजेंद्र यादव, प्रशिक्षक प्रदीप मोळ्ळे, प्रविण पाटील, परीक्षक तृप्ती हिंडे, स्वाती मेढेकर, अर्चना पोतदार व आसेटीचे कर्मचारी उपस्थित होते.	[737, 1370, 958, 1455]
category-vyavsay: व्यवसाय विषयक	[617, 1161, 691, 1176]
ad-item: चालू स्थितीतील कॅफे मटेरियलसह देणे आहे. सुंदर बागेजवळ, खाऊ गल्ली, इचलकरंजी. फोन- ९०७०४२६८०४	[35, 639, 147, 682]
ad-item: Workers Required- For Machine Shop. CNC-VMC Operator-2, Job/Quality Inspector-2, Production Supervisor-1, Turner-1. फौड्रीमध्ये (Pouring) ओतकामासाठी मुलगा पाहिजे. (कायम नाईट शिफ्ट, १२ तास) आवश्यक पगार मिळेल) Contact- 9158434345. Shri Padmavati Auto Components, Korochi.	[383, 212, 496, 339]
table-cell: शिक्षक- इलेक्ट्रीकल टेक्नॉलॉजी	[180, 391, 256, 417]
ad-item: फ्लॅट भाड्याने देणे. २ बीएचके सर्व सोयीनियुक्त शांतीनगर, डॉ. भंडारे हॉस्पिटलजवळ, इचलकरंजी. फोन-७४२७८५९२९३	[500, 957, 612, 1000]
ad-item: साडींहिंग युनिटसाठी तत्वीत अकॉटर पाहिजे. संपर्क-आवाडे एजन्सी, रविवार पेठ, पार्कर शिमान ८ ते १० वर्षांचा अनुभव व जीएसटी/टीडीएसची कामे येणे आवश्यक. शिवनाकासाठी. मो. ९३२६९६३९२२, ९२०१०८४९०८	[383, 747, 496, 811]
ad-item: फॉर्चून सिटी यड्राव सन्त कॉलेजशेजारी २ बीएचके फ्लॅट भाड्याने देणे आहे. संपर्क- ९०६६७०३१३०	[617, 924, 729, 967]
news-body	[737, 874, 958, 1254]
ad-item: मानधन सिव्हॅस्टिंग्स प्रा. लि. यड्राव येथे स्पेचलि हिजीजच्या मशिनवर कटर पाहिजे आहे. मो. ९३०४३८०८८८	[383, 166, 496, 209]
teacher-ad-contact: संपर्क-मो. क्र. ९९२२६३०९८०	[190, 445, 340, 462]
rate-box: पहिल्या पंधरा शब्दास ७५ रू, पुढील प्रत्येक शब्दास ७ रू, शब्द मर्यादा ५० पर्यंत	[35, 76, 255, 147]
ad-item: विद्यार्थीनी अथवा महिलांसाठी पेइंग गेस्टसाठी रूम उपलब्ध. पत्ता-सुशिलाल्स, स्वामी विवेकानंद चौक, कॅन्टरी रोड, कबनूर. ९८६००७०२८७	[500, 1003, 612, 1045]
ad-item: सर्व सोयीनियुक्त मुलिसाठी ॲटेंड बेसिनसह रूम भाड्याने देणे. सहकार नगर, होस्टिंग सोसायटी, इचलकरंजी. फोन-८४२१७४९९२४, ९३७०९७०२०७	[617, 383, 729, 425]
category-hotel: हॉटेल विषयक	[617, 1226, 681, 1241]
ad-item: हेल्पर पाहिजेत. पॉलिश कंपनीमध्ये काम करण्याकरीता हेल्पर पाहिजे. पगारही चांगला १० हजार. पत्ता-के.ए.टी.पी., तारदाळ. मो. ८४२२९६०९४४, ९९२२०९६४१४	[152, 681, 264, 735]
ad-item: हॉटेलसाठी कामगार पाहिजेत. फुलटाईम/पार्टटाईम जॉब वेळ- ६.३० ते ११.३० सायंकाळी. सहाण्याची सोय. लक्ष्मी ढाबा, कबनूर, आंबेडकरनगर संपर्क- ९७१५४४२०५१४, मनोज-९८२३४४९८१२	[383, 814, 496, 888]
category-bhadyane-dene: * भाड्याने देणे *	[500, 78, 575, 93]
ad-item: यशवंत संकुल (यशवंत प्रोसेसमध्ये नवीन झालेले) १०x२० चा दुकानगाळा भाड्याने देणे आहे. संपर्क- ९६१९६९०४८६	[617, 268, 729, 310]
